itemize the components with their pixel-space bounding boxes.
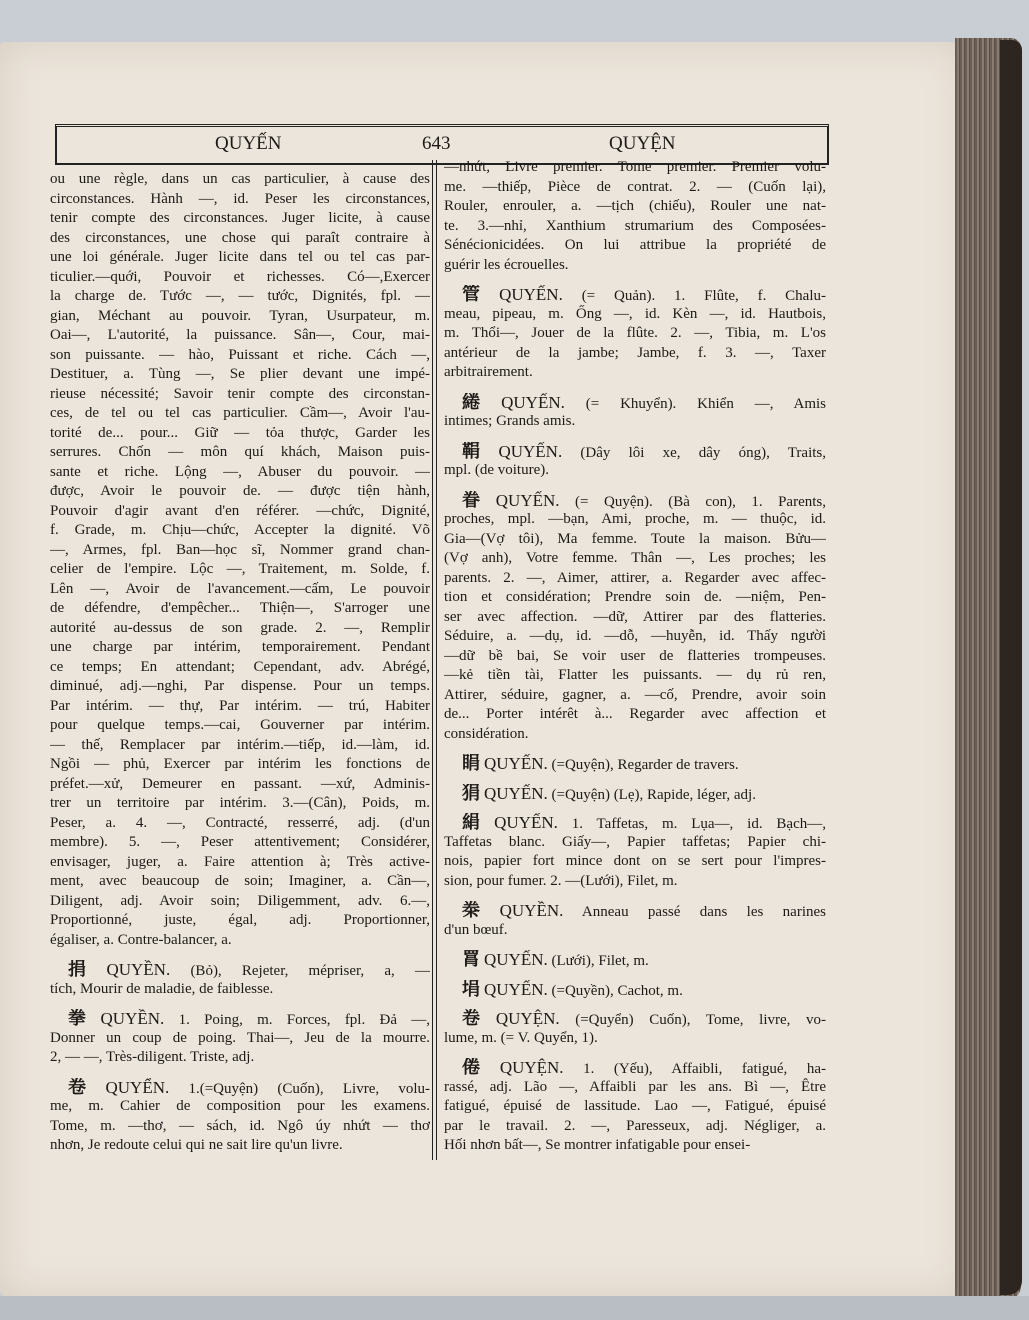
entry-line	[444, 1117, 826, 1137]
entry-text: préfet.—xử, Demeurer en passant. —xứ, Adminis-	[50, 775, 430, 792]
entry-text: celier de l'empire. Lộc —, Traitement, m. Solde, f.	[50, 561, 430, 577]
entry-line	[50, 638, 430, 658]
entry-text: Pouvoir d'agir avant d'en référer. —chức, Dignité,	[50, 502, 430, 519]
entry-line	[444, 569, 826, 589]
entry-line	[50, 794, 430, 814]
entry-headword: QUYỆN.	[495, 1009, 560, 1028]
entry-character: 絹	[462, 813, 491, 832]
background-surface	[0, 1296, 1029, 1320]
entry-text: (=Quyển) Cuốn), Tome, livre, vo-	[575, 1012, 826, 1028]
entry-line	[50, 326, 430, 346]
entry-text: meau, pipeau, m. Ống —, id. Kèn —, id. Hautbois,	[444, 305, 826, 322]
dictionary-entry	[444, 1058, 826, 1156]
entry-line	[444, 1078, 826, 1098]
right-column	[444, 158, 826, 1156]
entry-line	[444, 236, 826, 256]
entry-line	[444, 980, 826, 1000]
entry-line	[50, 541, 430, 561]
entry-line	[50, 1009, 430, 1029]
book-cover-edge	[1000, 40, 1022, 1295]
entry-line	[50, 697, 430, 717]
column-divider	[432, 160, 437, 1160]
entry-line	[50, 346, 430, 366]
dictionary-entry	[444, 980, 826, 1000]
entry-line	[444, 1136, 826, 1156]
entry-line	[444, 921, 826, 941]
entry-text: ser avec affection. —dữ, Attirer par des flatteries.	[444, 608, 826, 625]
entry-text: Peser, a. 4. —, Contracté, resserré, adj. (d'un	[50, 814, 430, 831]
entry-headword: QUYẾN.	[494, 813, 558, 832]
entry-text: mpl. (de voiture).	[444, 462, 549, 478]
entry-text: proches, mpl. —bạn, Ami, proche, m. — thuộc, id.	[444, 511, 826, 527]
dictionary-entry	[444, 285, 826, 383]
entry-line	[444, 305, 826, 325]
entry-headword: QUYẾN.	[495, 490, 560, 510]
entry-text: ou une règle, dans un cas particulier, à cause des	[50, 171, 430, 187]
entry-line	[50, 872, 430, 892]
entry-text: gian, Méchant au pouvoir. Tyran, Usurpateur, m.	[50, 307, 430, 324]
entry-text: te. 3.—nhỉ, Xanthium strumarium des Composées-	[444, 217, 826, 234]
entry-line	[444, 178, 826, 198]
entry-text: de... Porter intérêt à... Regarder avec affection et	[444, 706, 826, 722]
entry-text: serrures. Chốn — môn quí khách, Maison puis-	[50, 444, 430, 460]
entry-line	[444, 393, 826, 413]
entry-text: Anneau passé dans les narines	[581, 904, 826, 920]
entry-character: 桊	[462, 901, 496, 920]
entry-line	[50, 209, 430, 229]
page-number: 643	[422, 133, 451, 154]
entry-character: 倦	[462, 1058, 496, 1077]
entry-text: (= Khuyển). Khiển —, Amis	[585, 395, 826, 412]
entry-continuation	[444, 158, 826, 275]
entry-text: arbitrairement.	[444, 364, 533, 380]
entry-line	[444, 608, 826, 628]
entry-line	[50, 385, 430, 405]
entry-text: m. Thổi—, Jouer de la flûte. 2. —, Tibia, m. L'os	[444, 325, 826, 341]
entry-text: fatigué, épuisé de lassitude. Lao —, Fatigué, épuisé	[444, 1098, 826, 1114]
entry-text: ces, de tel ou tel cas particulier. Cầm—, Avoir l'au-	[50, 405, 430, 421]
entry-text: tích, Mourir de maladie, de faiblesse.	[50, 980, 274, 997]
entry-text: 1.(=Quyện) (Cuốn), Livre, volu-	[188, 1080, 430, 1097]
entry-headword: QUYỂN.	[105, 1077, 170, 1097]
entry-line	[50, 1078, 430, 1098]
entry-headword: QUYẾN.	[484, 979, 548, 999]
entry-text: (= Quyện). (Bà con), 1. Parents,	[575, 493, 826, 510]
entry-line	[50, 736, 430, 756]
dictionary-entry	[444, 784, 826, 804]
entry-line	[444, 901, 826, 921]
entry-line	[444, 285, 826, 305]
entry-line	[50, 658, 430, 678]
entry-line	[444, 491, 826, 511]
entry-text: Taffetas blanc. Giấy—, Papier taffetas; Papier chi-	[444, 833, 826, 850]
entry-text: égaliser, a. Contre-balancer, a.	[50, 931, 232, 948]
entry-line	[444, 833, 826, 853]
entry-headword: QUYẾN.	[499, 285, 563, 304]
entry-text: nhơn, Je redoute celui qui ne sait lire qu'un livre.	[50, 1137, 343, 1153]
entry-text: tenir compte des circonstances. Juger licite, à cause	[50, 210, 430, 226]
entry-line	[444, 412, 826, 432]
entry-character: 拳	[68, 1009, 97, 1028]
entry-line	[50, 1136, 430, 1156]
entry-character: 卷	[68, 1077, 102, 1097]
entry-text: Rouler, enrouler, a. —tịch (chiếu), Rouler une nat-	[444, 198, 826, 214]
entry-line	[50, 1097, 430, 1117]
entry-text: de défendre, d'empêcher... Thiện—, S'arroger une	[50, 600, 430, 616]
entry-line	[444, 754, 826, 774]
entry-text: ment, avec beaucoup de soin; Imaginer, a. Cần—,	[50, 873, 430, 889]
entry-line	[50, 521, 430, 541]
entry-text: (=Quyện) (Lẹ), Rapide, léger, adj.	[551, 786, 756, 803]
entry-text: nois, papier fort mince dont on se sert pour l'impres-	[444, 853, 826, 869]
entry-line	[50, 755, 430, 775]
entry-text: ticulier.—quới, Pouvoir et richesses. Có—,Exercer	[50, 268, 430, 285]
entry-line	[50, 580, 430, 600]
entry-character: 埍	[462, 979, 480, 999]
entry-line	[50, 931, 430, 951]
dictionary-entry	[444, 491, 826, 745]
entry-character: 罥	[462, 950, 480, 969]
entry-headword: QUYẾN.	[484, 754, 548, 773]
entry-line	[50, 482, 430, 502]
header-right-word: QUYỆN	[609, 133, 676, 154]
entry-character: 眷	[462, 490, 492, 510]
left-column	[50, 170, 430, 1156]
entry-line	[444, 627, 826, 647]
entry-character: 卷	[462, 1009, 492, 1028]
entry-text: lume, m. (= V. Quyển, 1).	[444, 1029, 598, 1046]
entry-text: rassé, adj. Lão —, Affaibli par les ans. Bì —, Être	[444, 1078, 826, 1095]
entry-text: (Dây lôi xe, dây óng), Traits,	[580, 444, 826, 461]
entry-continuation	[50, 170, 430, 950]
entry-text: Par intérim. — thự, Par intérim. — trú, Habiter	[50, 697, 430, 714]
entry-text: —, Armes, fpl. Ban—học sĩ, Nommer grand chan-	[50, 541, 430, 558]
entry-line	[50, 404, 430, 424]
entry-text: Attirer, séduire, gagner, a. —cố, Prendre, avoir soin	[444, 686, 826, 703]
entry-text: circonstances. Hành —, id. Peser les circonstances,	[50, 190, 430, 207]
entry-line	[50, 619, 430, 639]
entry-line	[50, 775, 430, 795]
entry-line	[444, 344, 826, 364]
entry-text: antérieur de la jambe; Jambe, f. 3. —, Taxer	[444, 344, 826, 361]
dictionary-entry	[50, 1009, 430, 1068]
entry-text: 1. Poing, m. Forces, fpl. Đả —,	[178, 1012, 430, 1028]
entry-line	[444, 950, 826, 970]
entry-text: sante et riche. Lộng —, Abuser du pouvoir. —	[50, 463, 430, 480]
entry-text: (=Quyền), Cachot, m.	[551, 982, 683, 999]
entry-character: 捐	[68, 960, 103, 979]
entry-line	[444, 705, 826, 725]
entry-text: torité de... pour... Giữ — tỏa thược, Garder les	[50, 424, 430, 441]
entry-character: 管	[462, 285, 496, 304]
entry-line	[444, 158, 826, 178]
entry-text: Gia—(Vợ tôi), Ma femme. Toute la maison. Bửu—	[444, 530, 826, 547]
entry-headword: QUYỆN.	[499, 1058, 564, 1077]
entry-line	[444, 686, 826, 706]
dictionary-entry	[50, 1078, 430, 1156]
entry-character: 睊	[462, 754, 480, 773]
entry-line	[50, 190, 430, 210]
entry-line	[50, 307, 430, 327]
entry-line	[50, 833, 430, 853]
entry-text: envisager, juger, a. Faire attention à; Très active-	[50, 853, 430, 870]
dictionary-entry	[444, 1009, 826, 1048]
entry-text: tion et considération; Prendre soin de. —niệm, Pen-	[444, 589, 826, 605]
entry-headword: QUYỀN.	[106, 960, 171, 979]
entry-line	[444, 461, 826, 481]
entry-text: pour quelque temps.—cai, Gouverner par intérim.	[50, 717, 430, 733]
entry-line	[50, 911, 430, 931]
entry-text: Proportionné, juste, égal, adj. Proportionner,	[50, 912, 430, 928]
entry-text: Ngồi — phủ, Exercer par intérim les fonctions de	[50, 756, 430, 772]
dictionary-entry	[444, 393, 826, 432]
entry-character: 鞙	[462, 441, 495, 461]
entry-line	[50, 287, 430, 307]
entry-text: une loi générale. Juger licite dans tel ou tel cas par-	[50, 249, 430, 265]
entry-text: guérir les écrouelles.	[444, 256, 569, 273]
entry-text: (= Quản). 1. Flûte, f. Chalu-	[581, 288, 826, 304]
header-left-word: QUYẾN	[215, 133, 282, 154]
entry-line	[444, 588, 826, 608]
dictionary-entry	[444, 754, 826, 774]
entry-text: trer un territoire par intérim. 3.—(Cân), Poids, m.	[50, 795, 430, 811]
entry-text: —nhứt, Livre premier. Tome premier. Premier volu-	[444, 159, 826, 175]
entry-line	[50, 365, 430, 385]
entry-line	[50, 1117, 430, 1137]
entry-line	[444, 324, 826, 344]
entry-line	[444, 363, 826, 383]
entry-text: được, Avoir le pouvoir de. — được tiện hành,	[50, 483, 430, 499]
entry-headword: QUYẾN.	[484, 950, 548, 969]
entry-text: Destituer, a. Tùng —, Se plier devant une impé-	[50, 366, 430, 382]
entry-text: sion, pour fumer. 2. —(Lưới), Filet, m.	[444, 872, 678, 889]
entry-text: une charge par intérim, temporairement. Pendant	[50, 639, 430, 655]
entry-line	[444, 442, 826, 462]
entry-text: Hối nhơn bất—, Se montrer infatigable pour ensei-	[444, 1137, 751, 1153]
entry-text: son puissante. — hào, Puissant et riche. Cách —,	[50, 346, 430, 363]
entry-headword: QUYẾN.	[484, 783, 548, 803]
entry-text: considération.	[444, 725, 529, 742]
entry-headword: QUYỀN.	[100, 1009, 165, 1028]
entry-line	[444, 530, 826, 550]
entry-headword: QUYẾN.	[501, 392, 565, 412]
dictionary-entry	[444, 901, 826, 940]
dictionary-entry	[444, 813, 826, 891]
entry-line	[444, 1009, 826, 1029]
entry-text: (Vợ anh), Votre femme. Thân —, Les proches; les	[444, 550, 826, 566]
entry-line	[50, 892, 430, 912]
entry-line	[444, 725, 826, 745]
entry-text: Sénécionicidées. On lui attribue la propriété de	[444, 237, 826, 253]
entry-line	[50, 424, 430, 444]
entry-text: membre). 5. —, Peser attentivement; Considérer,	[50, 834, 430, 850]
entry-line	[50, 268, 430, 288]
entry-headword: QUYẾN.	[498, 441, 563, 461]
entry-line	[50, 1048, 430, 1068]
entry-line	[444, 1029, 826, 1049]
dictionary-entry	[50, 960, 430, 999]
entry-text: Donner un coup de poing. Thai—, Jeu de la mourre.	[50, 1029, 430, 1046]
entry-line	[50, 716, 430, 736]
entry-line	[50, 463, 430, 483]
entry-text: rieuse nécessité; Savoir tenir compte des circonstan-	[50, 385, 430, 402]
entry-line	[444, 872, 826, 892]
entry-text: des circonstances, une chose qui paraît contraire à	[50, 229, 430, 246]
entry-line	[444, 197, 826, 217]
entry-line	[50, 229, 430, 249]
entry-text: (Bỏ), Rejeter, mépriser, a, —	[190, 963, 430, 979]
entry-text: 1. (Yếu), Affaibli, fatigué, ha-	[583, 1061, 826, 1077]
entry-line	[50, 980, 430, 1000]
entry-text: Diligent, adj. Avoir soin; Diligemment, adv. 6.—,	[50, 892, 430, 909]
entry-text: diminué, adj.—nghi, Par dispense. Pour un temps.	[50, 678, 430, 694]
entry-line	[50, 1029, 430, 1049]
entry-line	[444, 1097, 826, 1117]
entry-line	[50, 560, 430, 580]
entry-text: autorité au-dessus de son grade. 2. —, Remplir	[50, 619, 430, 636]
entry-line	[444, 549, 826, 569]
entry-line	[50, 960, 430, 980]
dictionary-entry	[444, 442, 826, 481]
entry-line	[444, 852, 826, 872]
entry-line	[50, 853, 430, 873]
entry-line	[444, 784, 826, 804]
entry-text: 1. Taffetas, m. Lụa—, id. Bạch—,	[571, 816, 826, 832]
entry-text: — thế, Remplacer par intérim.—tiếp, id.—làm, id.	[50, 736, 430, 753]
entry-line	[444, 666, 826, 686]
entry-text: la charge de. Tước —, — tước, Dignités, fpl. —	[50, 288, 430, 304]
entry-line	[444, 813, 826, 833]
entry-line	[50, 814, 430, 834]
entry-text: 2, — —, Très-diligent. Triste, adj.	[50, 1049, 255, 1065]
entry-text: par le travail. 2. —, Paresseux, adj. Négliger, a.	[444, 1117, 826, 1134]
entry-line	[50, 170, 430, 190]
entry-line	[444, 217, 826, 237]
entry-line	[50, 248, 430, 268]
entry-text: Tome, m. —thơ, — sách, id. Ngô úy nhứt — thơ	[50, 1117, 430, 1134]
entry-text: d'un bœuf.	[444, 921, 508, 938]
entry-text: —dữ bề bai, Se voir user de flatteries trompeuses.	[444, 647, 826, 664]
entry-text: Oai—, L'autorité, la puissance. Sân—, Cour, mai-	[50, 327, 430, 343]
entry-text: Lên —, Avoir de l'avancement.—cấm, Le pouvoir	[50, 580, 430, 597]
entry-text: intimes; Grands amis.	[444, 413, 576, 429]
entry-text: ce temps; En attendant; Cependant, adv. Abrégé,	[50, 658, 430, 675]
entry-text: (Lưới), Filet, m.	[551, 953, 649, 969]
entry-text: parents. 2. —, Aimer, attirer, a. Regarder avec affec-	[444, 569, 826, 586]
entry-text: me. —thiếp, Pièce de contrat. 2. — (Cuốn lại),	[444, 178, 826, 195]
entry-line	[50, 502, 430, 522]
entry-character: 狷	[462, 783, 480, 803]
entry-line	[50, 443, 430, 463]
entry-line	[444, 256, 826, 276]
entry-text: f. Grade, m. Chịu—chức, Accepter la dignité. Võ	[50, 522, 430, 538]
entry-line	[444, 1058, 826, 1078]
entry-line	[50, 677, 430, 697]
entry-text: —kẻ tiền tài, Flatter les puissants. — dụ rủ ren,	[444, 667, 826, 683]
entry-line	[444, 510, 826, 530]
entry-text: Séduire, a. —dụ, id. —dỗ, —huyễn, id. Thấy người	[444, 628, 826, 644]
entry-text: (=Quyện), Regarder de travers.	[551, 757, 739, 773]
dictionary-entry	[444, 950, 826, 970]
entry-text: me, m. Cahier de composition pour les examens.	[50, 1098, 430, 1114]
entry-character: 綣	[462, 392, 498, 412]
entry-line	[444, 647, 826, 667]
entry-headword: QUYỀN.	[499, 901, 564, 920]
entry-line	[50, 599, 430, 619]
